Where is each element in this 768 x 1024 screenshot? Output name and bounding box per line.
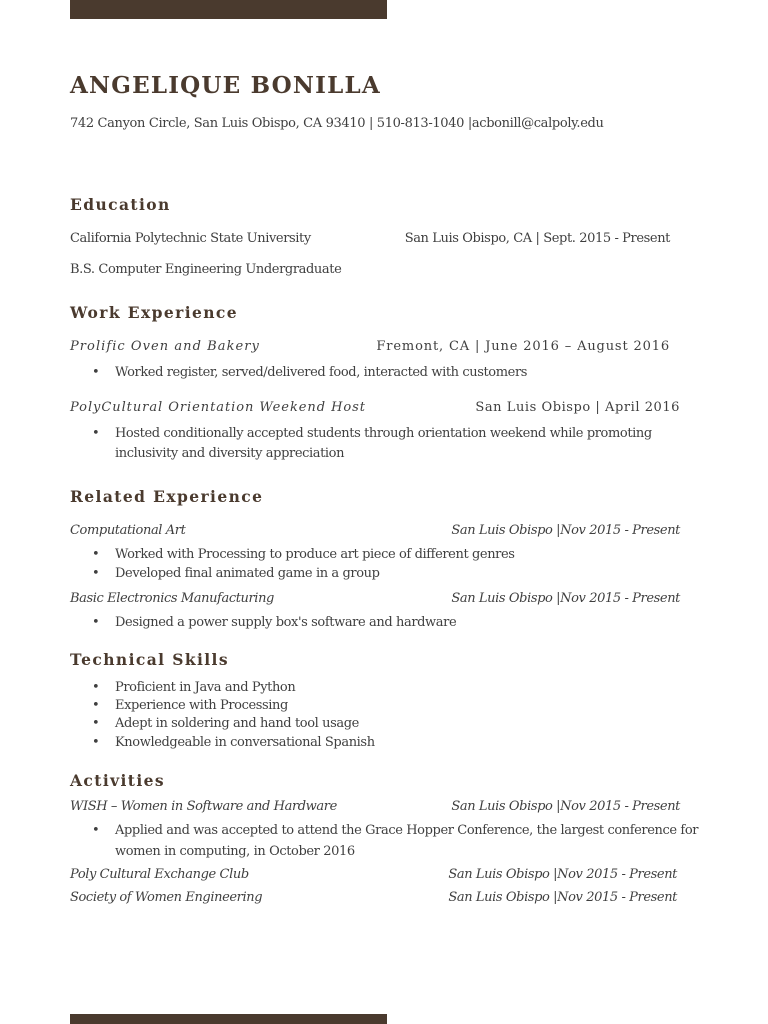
bottom-decorative-bar	[70, 1014, 387, 1024]
education-school: California Polytechnic State University	[70, 231, 311, 246]
education-school-meta: San Luis Obispo, CA | Sept. 2015 - Present	[404, 231, 670, 246]
work-job-meta: Fremont, CA | June 2016 – August 2016	[376, 339, 670, 354]
list-item-text: Worked register, served/delivered food, interacted with customers	[115, 365, 528, 380]
activity-meta: San Luis Obispo |Nov 2015 - Present	[451, 799, 680, 814]
education-heading: Education	[70, 195, 171, 214]
bullet-icon: •	[92, 615, 100, 630]
resume-name: ANGELIQUE BONILLA	[70, 72, 381, 99]
bullet-icon: •	[92, 547, 100, 562]
bullet-icon: •	[92, 566, 100, 581]
related-item-meta: San Luis Obispo |Nov 2015 - Present	[451, 591, 680, 606]
list-item-text: Applied and was accepted to attend the Grace Hopper Conference, the largest conference for	[115, 823, 699, 838]
list-item-text: Hosted conditionally accepted students through orientation weekend while promoting	[115, 426, 652, 441]
activity-title: WISH – Women in Software and Hardware	[70, 799, 337, 814]
list-item-text: Experience with Processing	[115, 698, 288, 713]
bullet-icon: •	[92, 698, 100, 713]
bullet-icon: •	[92, 823, 100, 838]
bullet-icon: •	[92, 735, 100, 750]
contact-info: 742 Canyon Circle, San Luis Obispo, CA 93410 | 510-813-1040 |acbonill@calpoly.edu	[70, 116, 604, 131]
list-item-text: inclusivity and diversity appreciation	[115, 446, 345, 461]
activity-title: Poly Cultural Exchange Club	[70, 867, 249, 882]
activity-meta: San Luis Obispo |Nov 2015 - Present	[448, 890, 677, 905]
related-item-meta: San Luis Obispo |Nov 2015 - Present	[451, 523, 680, 538]
work-job-title: Prolific Oven and Bakery	[70, 339, 260, 354]
list-item-text: Developed final animated game in a group	[115, 566, 380, 581]
work-heading: Work Experience	[70, 303, 239, 322]
list-item-text: Knowledgeable in conversational Spanish	[115, 735, 375, 750]
activity-title: Society of Women Engineering	[70, 890, 263, 905]
activity-meta: San Luis Obispo |Nov 2015 - Present	[448, 867, 677, 882]
related-heading: Related Experience	[70, 487, 264, 506]
bullet-icon: •	[92, 426, 100, 441]
list-item-text: Worked with Processing to produce art piece of different genres	[115, 547, 515, 562]
education-degree: B.S. Computer Engineering Undergraduate	[70, 262, 342, 277]
bullet-icon: •	[92, 365, 100, 380]
list-item-text: Designed a power supply box's software and hardware	[115, 615, 457, 630]
related-item-title: Computational Art	[70, 523, 186, 538]
work-job-title: PolyCultural Orientation Weekend Host	[70, 400, 366, 415]
activities-heading: Activities	[70, 771, 166, 790]
bullet-icon: •	[92, 680, 100, 695]
work-job-meta: San Luis Obispo | April 2016	[475, 400, 680, 415]
top-decorative-bar	[70, 0, 387, 19]
list-item-text: Proficient in Java and Python	[115, 680, 296, 695]
bullet-icon: •	[92, 716, 100, 731]
related-item-title: Basic Electronics Manufacturing	[70, 591, 274, 606]
skills-heading: Technical Skills	[70, 650, 229, 669]
list-item-text: women in computing, in October 2016	[115, 844, 355, 859]
list-item-text: Adept in soldering and hand tool usage	[115, 716, 359, 731]
